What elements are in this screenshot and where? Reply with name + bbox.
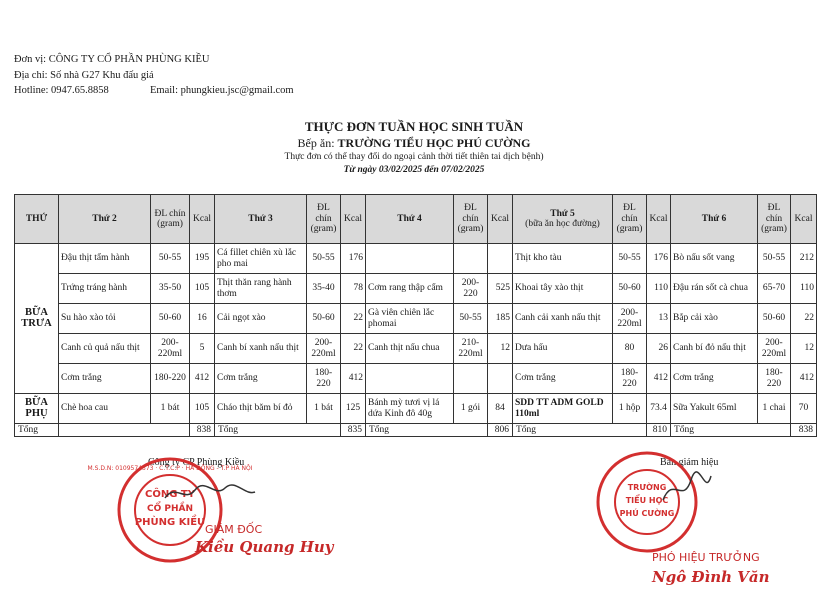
address-line: Địa chỉ: Số nhà G27 Khu đấu giá	[14, 70, 154, 81]
dish-cell: Su hào xào tỏi	[59, 304, 151, 334]
kcal-cell: 22	[341, 334, 366, 364]
total-label-first: Tổng	[15, 424, 59, 437]
total-label: Tổng	[513, 424, 647, 437]
weight-cell: 50-55	[151, 244, 190, 274]
kcal-cell: 412	[190, 364, 215, 394]
dish-cell: Dưa hấu	[513, 334, 613, 364]
kcal-cell: 12	[488, 334, 513, 364]
snack-weight-cell: 1 gói	[454, 394, 488, 424]
kcal-cell: 195	[190, 244, 215, 274]
dish-cell: Đậu rán sốt cà chua	[671, 274, 758, 304]
total-value: 810	[647, 424, 671, 437]
dish-cell: Gà viên chiên lắc phomai	[366, 304, 454, 334]
snack-dish-cell: Chè hoa cau	[59, 394, 151, 424]
dish-cell: Thịt thăn rang hành thơm	[215, 274, 307, 304]
dish-cell: Canh bí đỏ nấu thịt	[671, 334, 758, 364]
table-row	[15, 244, 817, 274]
kcal-header: Kcal	[647, 195, 671, 244]
snack-kcal-cell: 84	[488, 394, 513, 424]
kcal-header: Kcal	[190, 195, 215, 244]
weight-cell: 50-55	[758, 244, 791, 274]
dish-cell: Canh củ quả nấu thịt	[59, 334, 151, 364]
col-thu-header: THỨ	[15, 195, 59, 244]
weight-cell: 200-220ml	[151, 334, 190, 364]
dish-cell: Cải ngọt xào	[215, 304, 307, 334]
kcal-cell: 22	[791, 304, 817, 334]
snack-weight-cell: 1 chai	[758, 394, 791, 424]
total-label	[59, 424, 190, 437]
left-stamp-line-1: CÔNG TY	[145, 489, 195, 500]
snack-dish-cell: SDD TT ADM GOLD 110ml	[513, 394, 613, 424]
dish-cell: Trứng tráng hành	[59, 274, 151, 304]
dish-cell: Bắp cải xào	[671, 304, 758, 334]
weight-cell: 50-60	[151, 304, 190, 334]
right-org-label: Ban giám hiệu	[660, 457, 719, 468]
total-value: 838	[791, 424, 817, 437]
snack-kcal-cell: 125	[341, 394, 366, 424]
day-header-2: Thứ 2	[59, 195, 151, 244]
day-header-3: Thứ 3	[215, 195, 307, 244]
snack-kcal-cell: 70	[791, 394, 817, 424]
snack-dish-cell: Cháo thịt băm bí đỏ	[215, 394, 307, 424]
meal-snack-label: BỮA PHỤ	[15, 394, 59, 424]
right-stamp-line-3: PHÚ CƯỜNG	[619, 509, 675, 518]
dish-cell: Cá fillet chiên xù lắc pho mai	[215, 244, 307, 274]
total-label: Tổng	[671, 424, 791, 437]
total-value: 806	[488, 424, 513, 437]
weight-cell	[454, 364, 488, 394]
kitchen-line: Bếp ăn: TRƯỜNG TIỂU HỌC PHÚ CƯỜNG	[297, 136, 531, 150]
total-label: Tổng	[366, 424, 488, 437]
kcal-cell: 12	[791, 334, 817, 364]
table-row	[15, 364, 817, 394]
snack-dish-cell: Bánh mỳ tươi vị lá dứa Kinh đô 40g	[366, 394, 454, 424]
right-role: PHÓ HIỆU TRƯỞNG	[652, 551, 760, 564]
kcal-cell: 78	[341, 274, 366, 304]
right-signature-mark	[655, 470, 715, 510]
dl-header: ĐL chín (gram)	[454, 195, 488, 244]
kcal-cell: 26	[647, 334, 671, 364]
hotline-line: Hotline: 0947.65.8858	[14, 85, 109, 96]
dish-cell	[366, 244, 454, 274]
kcal-cell: 185	[488, 304, 513, 334]
kcal-cell: 13	[647, 304, 671, 334]
weight-cell: 50-60	[307, 304, 341, 334]
left-name: Kiều Quang Huy	[195, 538, 334, 556]
weight-cell: 35-40	[307, 274, 341, 304]
kcal-cell: 16	[190, 304, 215, 334]
dish-cell: Khoai tây xào thịt	[513, 274, 613, 304]
weight-cell: 35-50	[151, 274, 190, 304]
weight-cell: 80	[613, 334, 647, 364]
kcal-cell: 110	[647, 274, 671, 304]
kcal-header: Kcal	[488, 195, 513, 244]
kcal-cell	[488, 244, 513, 274]
left-stamp-ring: M.S.D.N: 0109574373 · C.T.C.P · HÀ ĐÔNG - T.P HÀ NỘI	[87, 465, 253, 472]
dish-cell: Cơm trắng	[671, 364, 758, 394]
snack-kcal-cell: 73.4	[647, 394, 671, 424]
weight-cell: 200-220ml	[613, 304, 647, 334]
kcal-cell: 176	[647, 244, 671, 274]
total-value: 835	[341, 424, 366, 437]
kcal-cell: 5	[190, 334, 215, 364]
day-header-5: Thứ 5 (bữa ăn học đường)	[513, 195, 613, 244]
table-header-row	[15, 195, 817, 244]
kcal-header: Kcal	[791, 195, 817, 244]
total-row	[15, 424, 817, 437]
table-row	[15, 274, 817, 304]
snack-weight-cell: 1 bát	[307, 394, 341, 424]
day-header-6: Thứ 6	[671, 195, 758, 244]
day-header-4: Thứ 4	[366, 195, 454, 244]
meal-lunch-label: BỮA TRƯA	[15, 244, 59, 394]
snack-kcal-cell: 105	[190, 394, 215, 424]
menu-note: Thực đơn có thể thay đổi do ngoại cảnh thời tiết thiên tai dịch bệnh)	[284, 152, 544, 162]
title-block	[0, 119, 828, 175]
kcal-cell: 412	[341, 364, 366, 394]
snack-weight-cell: 1 bát	[151, 394, 190, 424]
weight-cell: 210-220ml	[454, 334, 488, 364]
table-row	[15, 334, 817, 364]
left-stamp-line-2: CỔ PHẦN	[146, 504, 194, 514]
weight-cell: 50-55	[613, 244, 647, 274]
kcal-cell: 176	[341, 244, 366, 274]
email-line: Email: phungkieu.jsc@gmail.com	[150, 85, 294, 96]
table-row	[15, 304, 817, 334]
kcal-cell: 110	[791, 274, 817, 304]
weight-cell: 180-220	[307, 364, 341, 394]
dish-cell: Cơm rang thập cẩm	[366, 274, 454, 304]
dish-cell: Bò nấu sốt vang	[671, 244, 758, 274]
kcal-header: Kcal	[341, 195, 366, 244]
weight-cell: 180-220	[758, 364, 791, 394]
weight-cell	[454, 244, 488, 274]
dish-cell: Canh bí xanh nấu thịt	[215, 334, 307, 364]
dl-header: ĐL chín (gram)	[613, 195, 647, 244]
dl-header: ĐL chín (gram)	[151, 195, 190, 244]
weight-cell: 180-220	[151, 364, 190, 394]
total-label: Tổng	[215, 424, 341, 437]
total-value: 838	[190, 424, 215, 437]
weight-cell: 200-220	[454, 274, 488, 304]
weight-cell: 50-55	[307, 244, 341, 274]
kcal-cell: 22	[341, 304, 366, 334]
weight-cell: 65-70	[758, 274, 791, 304]
weekly-menu-table	[14, 194, 817, 437]
dish-cell: Cơm trắng	[215, 364, 307, 394]
right-stamp-line-2: TIỂU HỌC	[625, 496, 669, 505]
page-title: THỰC ĐƠN TUẦN HỌC SINH TUẦN	[304, 119, 524, 134]
table-row	[15, 394, 817, 424]
left-role: GIÁM ĐỐC	[205, 523, 263, 536]
dl-header: ĐL chín (gram)	[307, 195, 341, 244]
weight-cell: 50-60	[613, 274, 647, 304]
kcal-cell: 105	[190, 274, 215, 304]
left-signature-mark	[160, 478, 260, 508]
dish-cell: Canh thịt nấu chua	[366, 334, 454, 364]
snack-dish-cell: Sữa Yakult 65ml	[671, 394, 758, 424]
kcal-cell: 412	[791, 364, 817, 394]
kcal-cell: 212	[791, 244, 817, 274]
org-line: Đơn vị: CÔNG TY CỔ PHẦN PHÙNG KIỀU	[14, 54, 210, 65]
dish-cell: Cơm trắng	[513, 364, 613, 394]
kcal-cell: 412	[647, 364, 671, 394]
weight-cell: 200-220ml	[307, 334, 341, 364]
weight-cell: 200-220ml	[758, 334, 791, 364]
dish-cell	[366, 364, 454, 394]
weight-cell: 50-60	[758, 304, 791, 334]
right-stamp-line-1: TRƯỜNG	[627, 483, 667, 492]
left-org-label: Công ty CP Phùng Kiều	[148, 457, 245, 468]
kcal-cell: 525	[488, 274, 513, 304]
dish-cell: Canh cải xanh nấu thịt	[513, 304, 613, 334]
left-stamp-line-3: PHÙNG KIỀU	[134, 517, 206, 528]
weight-cell: 180-220	[613, 364, 647, 394]
dish-cell: Cơm trắng	[59, 364, 151, 394]
weight-cell: 50-55	[454, 304, 488, 334]
snack-weight-cell: 1 hộp	[613, 394, 647, 424]
dl-header: ĐL chín (gram)	[758, 195, 791, 244]
dish-cell: Đậu thịt tẩm hành	[59, 244, 151, 274]
kcal-cell	[488, 364, 513, 394]
right-name: Ngô Đình Văn	[652, 568, 770, 586]
dish-cell: Thịt kho tàu	[513, 244, 613, 274]
date-range: Từ ngày 03/02/2025 đến 07/02/2025	[343, 165, 485, 175]
